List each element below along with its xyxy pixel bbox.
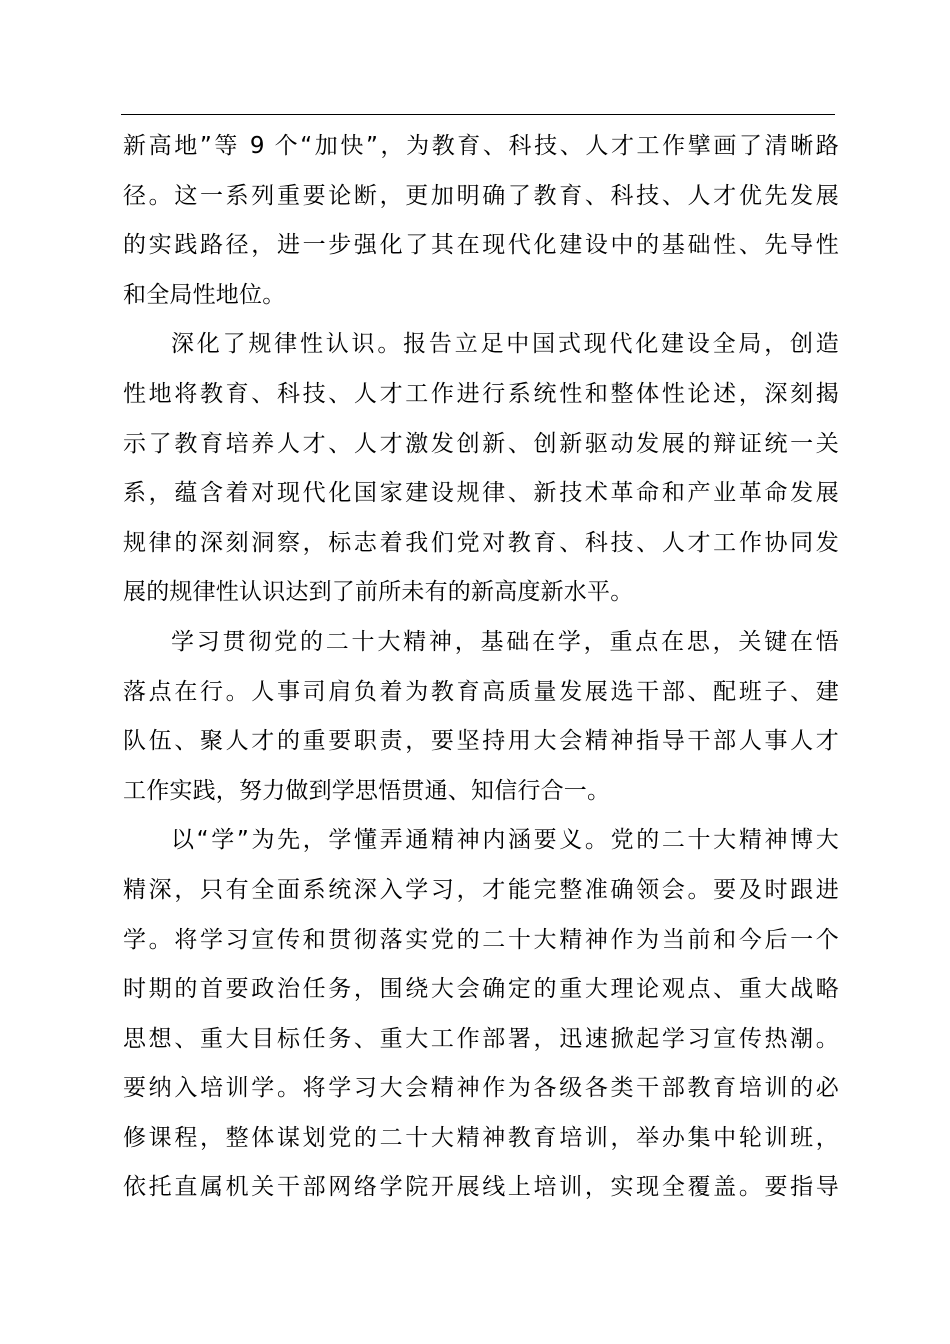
- text-line: 要纳入培训学。将学习大会精神作为各级各类干部教育培训的必: [123, 1075, 839, 1102]
- text-line: 修课程，整体谋划党的二十大精神教育培训，举办集中轮训班，: [123, 1124, 839, 1151]
- text-line: 落点在行。人事司肩负着为教育高质量发展选干部、配班子、建: [123, 678, 839, 705]
- text-line: 性地将教育、科技、人才工作进行系统性和整体性论述，深刻揭: [123, 380, 839, 407]
- text-line: 的实践路径，进一步强化了其在现代化建设中的基础性、先导性: [123, 232, 839, 259]
- text-line: 示了教育培养人才、人才激发创新、创新驱动发展的辩证统一关: [123, 430, 839, 457]
- text-line: 精深，只有全面系统深入学习，才能完整准确领会。要及时跟进: [123, 876, 839, 903]
- text-line: 队伍、聚人才的重要职责，要坚持用大会精神指导干部人事人才: [123, 728, 839, 755]
- paragraph-first-line: 深化了规律性认识。报告立足中国式现代化建设全局，创造: [171, 331, 839, 358]
- text-line: 时期的首要政治任务，围绕大会确定的重大理论观点、重大战略: [123, 976, 839, 1003]
- text-line: 规律的深刻洞察，标志着我们党对教育、科技、人才工作协同发: [123, 529, 839, 556]
- text-line: 新高地”等 9 个“加快”，为教育、科技、人才工作擘画了清晰路: [123, 133, 839, 159]
- text-line: 径。这一系列重要论断，更加明确了教育、科技、人才优先发展: [123, 182, 839, 209]
- text-line: 工作实践，努力做到学思悟贯通、知信行合一。: [123, 777, 611, 804]
- paragraph-first-line: 以“学”为先，学懂弄通精神内涵要义。党的二十大精神博大: [171, 827, 839, 854]
- text-line: 依托直属机关干部网络学院开展线上培训，实现全覆盖。要指导: [123, 1174, 839, 1201]
- text-line: 展的规律性认识达到了前所未有的新高度新水平。: [123, 579, 634, 606]
- paragraph-first-line: 学习贯彻党的二十大精神，基础在学，重点在思，关键在悟: [171, 628, 839, 655]
- header-rule: [121, 114, 835, 115]
- text-line: 和全局性地位。: [123, 281, 286, 308]
- body-text: [123, 122, 839, 1213]
- text-line: 学。将学习宣传和贯彻落实党的二十大精神作为当前和今后一个: [123, 926, 839, 953]
- text-line: 思想、重大目标任务、重大工作部署，迅速掀起学习宣传热潮。: [123, 1025, 839, 1052]
- text-line: 系，蕴含着对现代化国家建设规律、新技术革命和产业革命发展: [123, 480, 839, 507]
